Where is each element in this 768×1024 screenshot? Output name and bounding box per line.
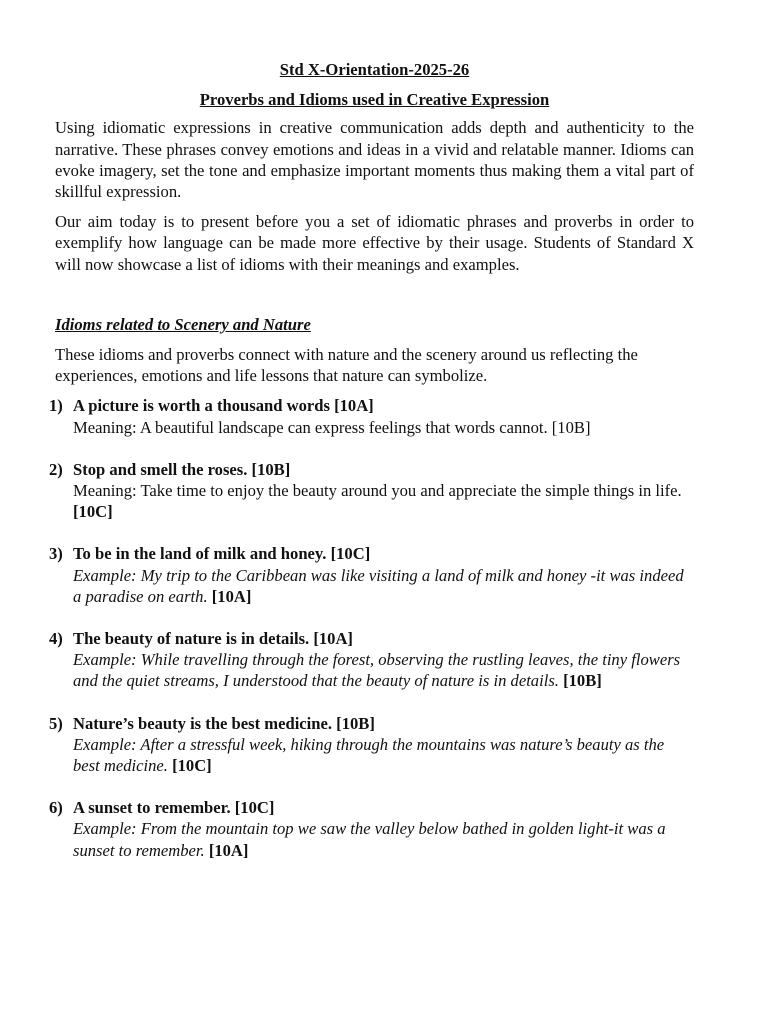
idiom-number: 4) [49, 629, 63, 649]
class-tag: [10C] [73, 502, 113, 522]
idiom-number: 5) [49, 713, 63, 733]
idiom-item-3 [49, 543, 694, 607]
idiom-phrase: The beauty of nature is in details. [10A] [73, 629, 353, 649]
idiom-meaning [73, 417, 694, 438]
idiom-example-text: Example: My trip to the Caribbean was like visiting a land of milk and honey -it was indeed a paradise on earth. [73, 565, 684, 606]
idiom-meaning-text: Meaning: Take time to enjoy the beauty around you and appreciate the simple things in life. [73, 481, 682, 501]
idiom-meaning-text: Meaning: A beautiful landscape can express feelings that words cannot. [10B] [73, 417, 591, 437]
idiom-phrase: To be in the land of milk and honey. [10C] [73, 544, 371, 564]
idiom-phrase: A picture is worth a thousand words [10A] [73, 396, 374, 416]
idiom-phrase: Nature’s beauty is the best medicine. [10B] [73, 713, 375, 733]
document-title: Std X-Orientation-2025-26 [279, 60, 470, 79]
class-tag: [10A] [208, 840, 249, 860]
section-heading: Idioms related to Scenery and Nature [55, 314, 311, 334]
class-tag: [10B] [563, 671, 602, 691]
idiom-example-text: Example: While travelling through the forest, observing the rustling leaves, the tiny flowers and the quiet streams, I understood that the beauty of nature is in details. [73, 650, 681, 691]
idiom-number: 1) [49, 396, 63, 416]
idiom-number: 3) [49, 544, 63, 564]
idiom-example-text: Example: After a stressful week, hiking through the mountains was nature’s beauty as the best medicine. [73, 734, 665, 776]
idiom-meaning [73, 480, 694, 522]
idiom-phrase: Stop and smell the roses. [10B] [73, 459, 291, 479]
idiom-example [73, 649, 694, 691]
aim-paragraph: Our aim today is to present before you a set of idiomatic phrases and proverbs in order to exemplify how language can be made more effective by their usage. Students of Standard X will now showcase a list of idioms with their meanings and examples. [55, 212, 694, 274]
intro-paragraph: Using idiomatic expressions in creative communication adds depth and authenticity to the narrative. These phrases convey emotions and ideas in a vivid and relatable manner. Idioms can evoke imagery, set the tone and emphasize important moments thus making them a vital part of skillful expression. [55, 118, 694, 202]
idiom-example-text: Example: From the mountain top we saw the valley below bathed in golden light-it was a sunset to remember. [73, 819, 666, 860]
class-tag: [10A] [211, 586, 252, 606]
idiom-item-5 [49, 713, 694, 777]
idiom-item-4 [49, 628, 694, 692]
idiom-example [73, 734, 694, 776]
idiom-item-1 [49, 395, 694, 437]
idiom-item-2 [49, 459, 694, 523]
idiom-example [73, 818, 694, 860]
document-subtitle: Proverbs and Idioms used in Creative Expression [199, 90, 550, 110]
idiom-item-6 [49, 797, 694, 861]
idiom-list [49, 395, 694, 860]
idiom-example [73, 565, 694, 607]
idiom-number: 2) [49, 459, 63, 479]
idiom-phrase: A sunset to remember. [10C] [73, 798, 275, 818]
class-tag: [10C] [172, 756, 212, 776]
section-intro: These idioms and proverbs connect with nature and the scenery around us reflecting the experiences, emotions and life lessons that nature can symbolize. [55, 345, 638, 386]
idiom-number: 6) [49, 798, 63, 818]
